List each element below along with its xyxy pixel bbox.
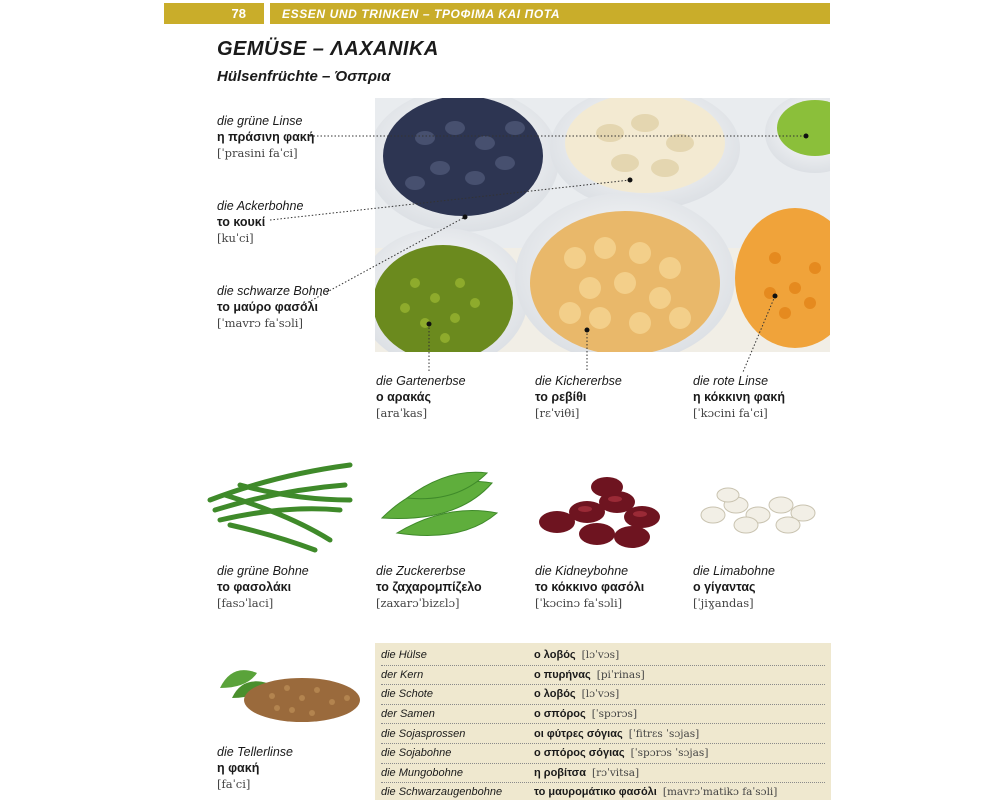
snow-pea-image — [377, 468, 502, 543]
label-gr: το κόκκινο φασόλι — [535, 580, 645, 594]
label-de: die Zuckererbse — [376, 564, 466, 578]
label-ipa: [rɛˈviθi] — [535, 406, 580, 420]
label-snow-pea — [376, 563, 482, 611]
label-gr: το μαύρο φασόλι — [217, 300, 319, 314]
label-de: die Kidneybohne — [535, 564, 629, 578]
vocab-row — [381, 685, 825, 705]
label-de: die Gartenerbse — [376, 374, 466, 388]
label-ipa: [fasɔˈlaci] — [217, 596, 274, 610]
vocab-row — [381, 783, 825, 802]
vocab-ipa: [ˈfitrɛs ˈsɔjas] — [628, 727, 700, 740]
vocab-de: die Schote — [381, 688, 433, 701]
label-gr: το φασολάκι — [217, 580, 292, 594]
label-black-bean — [217, 283, 330, 331]
label-gr: το ρεβίθι — [535, 390, 587, 404]
vocab-ipa: [lɔˈvɔs] — [581, 688, 620, 701]
vocab-de: der Samen — [381, 708, 435, 721]
label-ipa: [ˈprasini faˈci] — [217, 146, 298, 160]
vocab-de: der Kern — [381, 668, 424, 681]
label-de: die rote Linse — [693, 374, 769, 388]
lima-bean-image — [698, 485, 825, 535]
label-gr: ο γίγαντας — [693, 580, 756, 594]
label-gr: το κουκί — [217, 215, 266, 229]
vocab-gr: ο λοβός — [534, 649, 576, 662]
vocab-gr: ο πυρήνας — [534, 668, 591, 681]
label-lima-bean — [693, 563, 775, 611]
label-green-bean — [217, 563, 309, 611]
vocab-row — [381, 724, 825, 744]
vocab-row — [381, 705, 825, 725]
vocab-de: die Mungobohne — [381, 766, 463, 779]
label-gr: η πράσινη φακή — [217, 130, 315, 144]
label-broad-bean — [217, 198, 303, 246]
page-number: 78 — [164, 3, 264, 24]
legumes-photo — [375, 98, 830, 352]
kidney-bean-image — [537, 472, 665, 550]
label-de: die grüne Bohne — [217, 564, 309, 578]
label-de: die Limabohne — [693, 564, 776, 578]
vocab-ipa: [piˈrinas] — [596, 668, 645, 681]
vocab-gr: οι φύτρες σόγιας — [534, 727, 623, 740]
label-kidney-bean — [535, 563, 644, 611]
label-chickpea — [535, 373, 622, 421]
lentil-image — [212, 658, 362, 726]
vocab-gr: το μαυρομάτικο φασόλι — [534, 786, 657, 799]
label-ipa: [faˈci] — [217, 777, 251, 791]
vocab-de: die Sojasprossen — [381, 727, 466, 740]
green-bean-image — [205, 455, 355, 555]
label-ipa: [ˈjiɣandas] — [693, 596, 754, 610]
label-red-lentil — [693, 373, 785, 421]
label-de: die Kichererbse — [535, 374, 622, 388]
vocab-de: die Sojabohne — [381, 747, 452, 760]
label-gr: το ζαχαρομπίζελο — [376, 580, 482, 594]
vocab-gr: ο σπόρος — [534, 708, 586, 721]
vocab-gr: ο σπόρος σόγιας — [534, 747, 625, 760]
vocab-row — [381, 744, 825, 764]
label-green-lentil — [217, 113, 314, 161]
vocabulary-table — [375, 643, 831, 800]
label-ipa: [zaxarɔˈbizɛlɔ] — [376, 596, 460, 610]
vocab-gr: ο λοβός — [534, 688, 576, 701]
vocab-de: die Hülse — [381, 649, 427, 662]
label-de: die grüne Linse — [217, 114, 303, 128]
label-ipa: [ˈmavrɔ faˈsɔli] — [217, 316, 303, 330]
vocab-de: die Schwarzaugenbohne — [381, 786, 503, 799]
label-ipa: [araˈkas] — [376, 406, 428, 420]
vocab-ipa: [rɔˈvitsa] — [591, 766, 640, 779]
label-ipa: [ˈkɔcinɔ faˈsɔli] — [535, 596, 623, 610]
vocab-row — [381, 666, 825, 686]
label-de: die Ackerbohne — [217, 199, 304, 213]
label-gr: η κόκκινη φακή — [693, 390, 786, 404]
vocab-row — [381, 764, 825, 784]
label-lentil — [217, 744, 293, 792]
label-de: die schwarze Bohne — [217, 284, 330, 298]
label-garden-pea — [376, 373, 466, 421]
label-gr: ο αρακάς — [376, 390, 431, 404]
label-de: die Tellerlinse — [217, 745, 293, 759]
vocab-ipa: [ˈspɔrɔs ˈsɔjas] — [630, 747, 709, 760]
section-header: ESSEN UND TRINKEN – ΤΡΟΦΙΜΑ ΚΑΙ ΠΟΤΑ — [270, 3, 830, 24]
page-title: GEMÜSE – ΛΑΧΑΝΙΚΑ — [217, 38, 439, 60]
vocab-ipa: [lɔˈvɔs] — [581, 649, 620, 662]
vocab-ipa: [ˈspɔrɔs] — [591, 708, 638, 721]
label-ipa: [kuˈci] — [217, 231, 254, 245]
vocab-ipa: [mavrɔˈmatikɔ faˈsɔli] — [662, 786, 778, 799]
vocab-row — [381, 646, 825, 666]
label-gr: η φακή — [217, 761, 260, 775]
page-subtitle: Hülsenfrüchte – Όσπρια — [217, 68, 391, 85]
vocab-gr: η ροβίτσα — [534, 766, 586, 779]
label-ipa: [ˈkɔcini faˈci] — [693, 406, 768, 420]
